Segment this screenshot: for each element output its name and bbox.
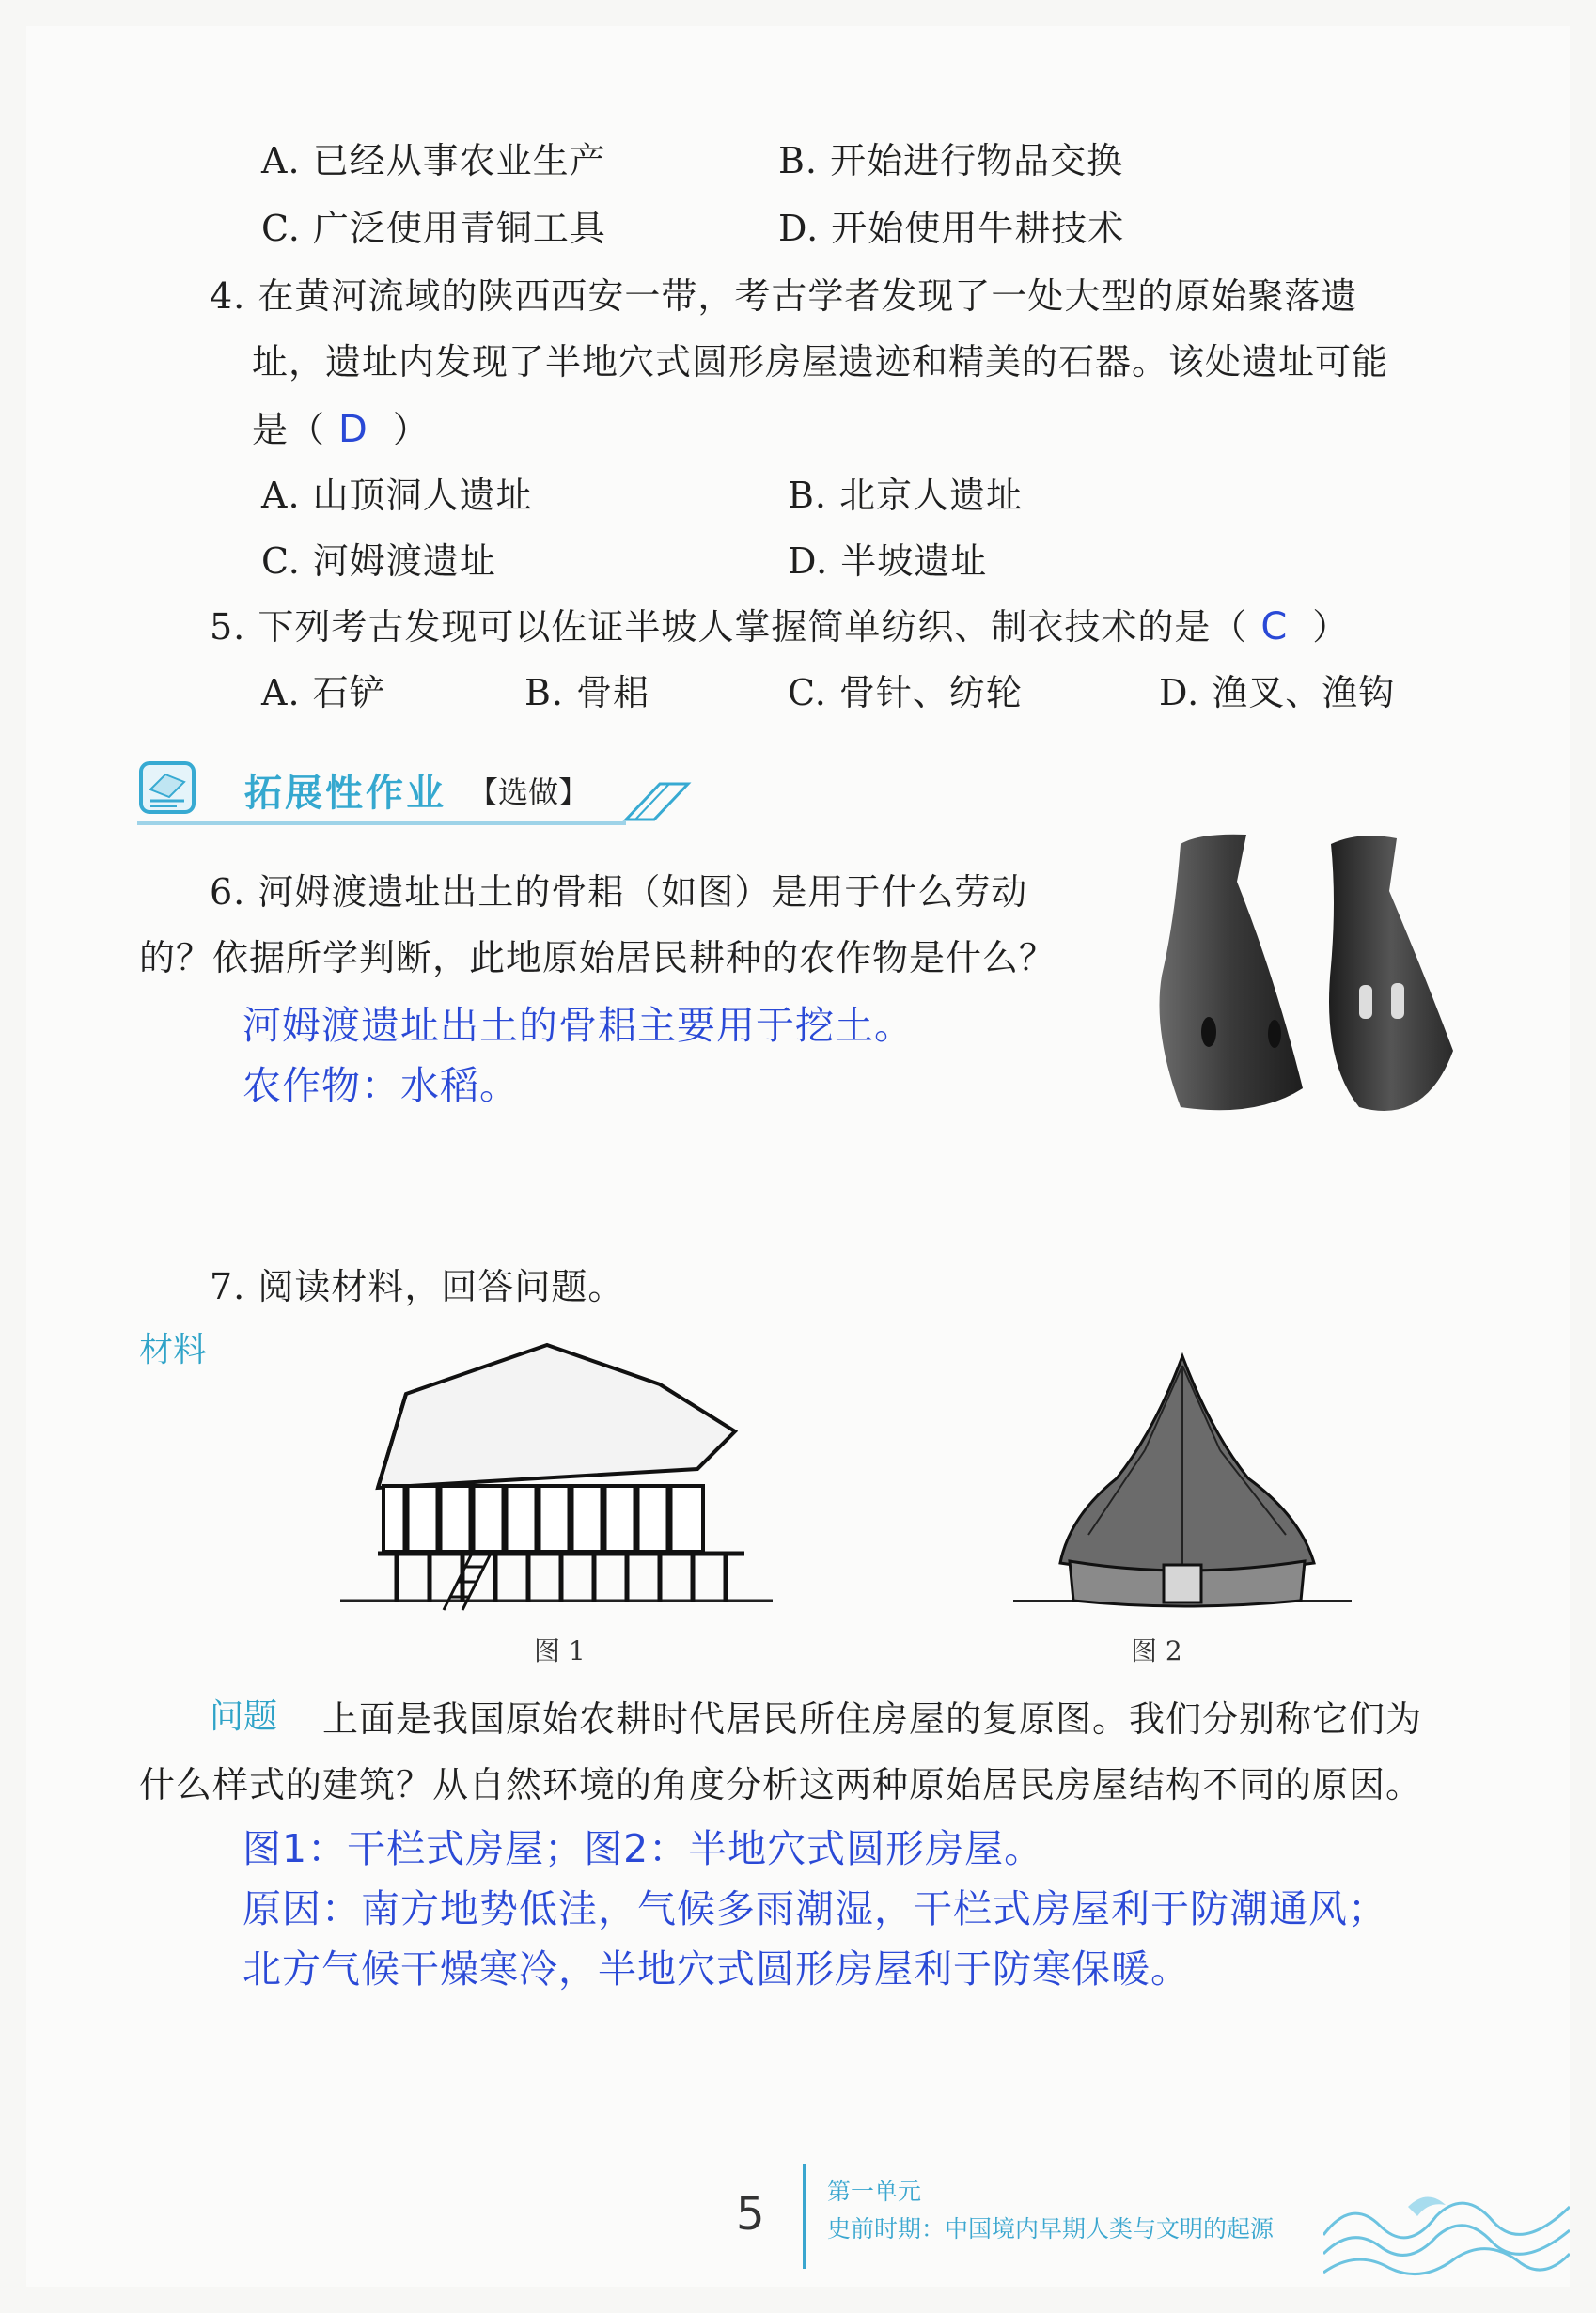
stilt-house-illustration xyxy=(340,1328,773,1619)
fig2-caption: 图 2 xyxy=(1131,1635,1182,1666)
q5-stem xyxy=(210,598,1349,649)
q4-stem-line1: 4. 在黄河流域的陕西西安一带，考古学者发现了一处大型的原始聚落遗 xyxy=(210,275,1358,317)
section-title: 拓展性作业 xyxy=(244,772,446,815)
q3-option-a: A. 已经从事农业生产 xyxy=(261,140,606,181)
round-hut-illustration xyxy=(1004,1347,1361,1619)
section-header-icon xyxy=(137,758,197,818)
q4-answer: D xyxy=(338,408,368,451)
page-number: 5 xyxy=(736,2188,765,2241)
question-line2: 什么样式的建筑？从自然环境的角度分析这两种原始居民房屋结构不同的原因。 xyxy=(139,1764,1423,1805)
q5-option-d: D. 渔叉、渔钩 xyxy=(1159,672,1396,713)
q6-stem-line2: 的？依据所学判断，此地原始居民耕种的农作物是什么？ xyxy=(139,937,1056,978)
section-underline xyxy=(137,821,626,825)
q4-option-c: C. 河姆渡遗址 xyxy=(261,540,496,582)
q4-option-a: A. 山顶洞人遗址 xyxy=(261,475,533,516)
section-deco-icon xyxy=(618,778,694,825)
fig1-caption: 图 1 xyxy=(534,1635,586,1666)
q7-answer-line1: 图1：干栏式房屋；图2：半地穴式圆形房屋。 xyxy=(243,1826,1044,1871)
q5-option-c: C. 骨针、纺轮 xyxy=(788,672,1023,713)
q4-stem-close: ） xyxy=(392,409,430,450)
question-line1: 上面是我国原始农耕时代居民所住房屋的复原图。我们分别称它们为 xyxy=(322,1698,1423,1740)
footer-divider xyxy=(803,2164,806,2269)
q4-stem-line2: 址，遗址内发现了半地穴式圆形房屋遗迹和精美的石器。该处遗址可能 xyxy=(252,341,1389,383)
q3-option-c: C. 广泛使用青铜工具 xyxy=(261,208,606,249)
q7-answer-line2: 原因：南方地势低洼，气候多雨潮湿，干栏式房屋利于防潮通风； xyxy=(243,1886,1387,1931)
q3-option-b: B. 开始进行物品交换 xyxy=(778,140,1124,181)
q5-option-a: A. 石铲 xyxy=(261,672,386,713)
q5-answer: C xyxy=(1260,605,1289,649)
q6-answer-line2: 农作物：水稻。 xyxy=(243,1063,519,1108)
q4-option-d: D. 半坡遗址 xyxy=(788,540,988,582)
wave-decoration xyxy=(1323,2179,1570,2287)
q3-option-d: D. 开始使用牛耕技术 xyxy=(778,208,1125,249)
q4-stem-line3 xyxy=(252,400,430,452)
footer-unit: 第一单元 xyxy=(827,2178,922,2205)
material-label: 材料 xyxy=(139,1331,208,1369)
section-tag: 【选做】 xyxy=(468,774,589,810)
q7-stem: 7. 阅读材料，回答问题。 xyxy=(210,1266,625,1307)
q4-option-b: B. 北京人遗址 xyxy=(788,475,1024,516)
q6-stem-line1: 6. 河姆渡遗址出土的骨耜（如图）是用于什么劳动 xyxy=(210,871,1028,913)
bone-spade-illustration xyxy=(1143,825,1481,1135)
footer-subtitle: 史前时期：中国境内早期人类与文明的起源 xyxy=(827,2215,1275,2243)
q6-answer-line1: 河姆渡遗址出土的骨耜主要用于挖土。 xyxy=(243,1003,914,1048)
q5-option-b: B. 骨耜 xyxy=(524,672,650,713)
q5-stem-close: ） xyxy=(1312,606,1350,648)
q4-stem-open: 是（ xyxy=(252,409,326,450)
workbook-page xyxy=(26,26,1570,2287)
question-label: 问题 xyxy=(210,1697,278,1736)
q5-stem-text: 5. 下列考古发现可以佐证半坡人掌握简单纺织、制衣技术的是（ xyxy=(210,606,1248,648)
q7-answer-line3: 北方气候干燥寒冷，半地穴式圆形房屋利于防寒保暖。 xyxy=(243,1946,1190,1992)
